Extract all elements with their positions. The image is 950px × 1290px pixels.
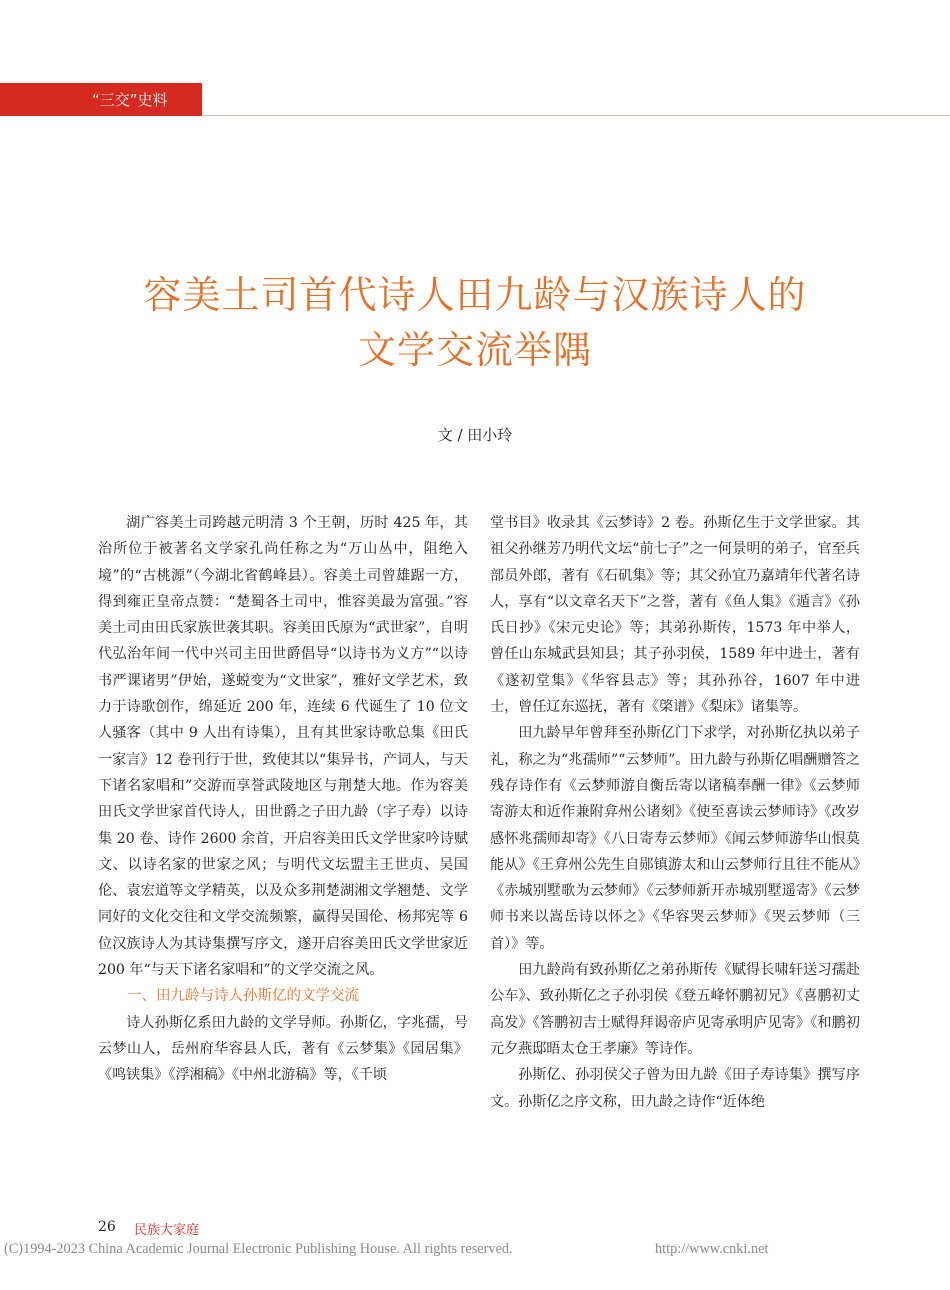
left-column <box>98 510 468 1089</box>
paragraph: 田九龄尚有致孙斯亿之弟孙斯传《赋得长啸轩送习孺赴公车》、致孙斯亿之子孙羽侯《登五峰怀鹏初兄》《喜鹏初丈高发》《答鹏初吉士赋得拜谒帝庐见寄承明庐见寄》《和鹏初元夕燕邸晤太仓王孝廉》等诗作。 <box>490 962 860 1057</box>
article-title-line2: 文学交流举隅 <box>357 328 592 372</box>
section-heading: 一、田九龄与诗人孙斯亿的文学交流 <box>127 988 359 1005</box>
publisher-url[interactable]: http://www.cnki.net <box>655 1241 769 1257</box>
article-author: 文 / 田小玲 <box>437 426 513 444</box>
magazine-name: 民族大家庭 <box>134 1223 200 1238</box>
right-column <box>490 510 860 1115</box>
section-tag <box>0 83 202 116</box>
paragraph-continued: 堂书目》收录其《云梦诗》2 卷。孙斯亿生于文学世家。其祖父孙继芳乃明代文坛“前七子”之一何景明的弟子，官至兵部员外郎，著有《石矶集》等；其父孙宜乃嘉靖年代著名诗人，享有“以文章名天下”之誉，著有《鱼人集》《遁言》《孙氏日抄》《宋元史论》等；其弟孙斯传，1573 年中举人，曾任山东城武县知县；其子孙羽侯，1589 年中进士，著有《遂初堂集》《华容县志》等；其孙孙谷，1607 年中进士，曾任辽东巡抚，著有《棨谱》《梨床》诸集等。 <box>490 515 860 716</box>
copyright-notice: (C)1994-2023 China Academic Journal Electronic Publishing House. All rights reserved. <box>4 1241 513 1257</box>
paragraph: 湖广容美土司跨越元明清 3 个王朝，历时 425 年，其治所位于被著名文学家孔尚任称之为“万山丛中，阻绝入境”的“古桃源”（今湖北省鹤峰县）。容美土司曾雄踞一方，得到雍正皇帝点赞：“楚蜀各土司中，惟容美最为富强。”容美土司由田氏家族世袭其职。容美田氏原为“武世家”，自明代弘治年间一代中兴司主田世爵倡导“以诗书为义方”“以诗书严课诸男”伊始，遂蜕变为“文世家”，雅好文学艺术，致力于诗歌创作，绵延近 200 年，连续 6 代诞生了 10 位文人骚客（其中 9 人出有诗集），且有其世家诗歌总集《田氏一家言》12 卷刊行于世，致使其以“集异书，产词人，与天下诸名家唱和”交游而享誉武陵地区与荆楚大地。作为容美田氏文学世家首代诗人，田世爵之子田九龄（字子寿）以诗集 20 卷、诗作 2600 余首，开启容美田氏文学世家吟诗赋文、以诗名家的世家之风；与明代文坛盟主王世贞、吴国伦、袁宏道等文学精英，以及众多荆楚湖湘文学翘楚、文学同好的文化交往和文学交流频繁，赢得吴国伦、杨邦宪等 6 位汉族诗人为其诗集撰写序文，遂开启容美田氏文学世家近 200 年“与天下诸名家唱和”的文学交流之风。 <box>98 515 468 979</box>
section-tag-label: “三交”史料 <box>92 91 168 109</box>
paragraph: 诗人孙斯亿系田九龄的文学导师。孙斯亿，字兆孺，号云梦山人，岳州府华容县人氏，著有《云梦集》《园居集》《鸣铗集》《浮湘稿》《中州北游稿》等，《千顷 <box>98 1014 468 1084</box>
header-rule <box>202 115 950 116</box>
paragraph: 田九龄早年曾拜至孙斯亿门下求学，对孙斯亿执以弟子礼，称之为“兆孺师”“云梦师”。田九龄与孙斯亿唱酬赠答之残存诗作有《云梦师游自衡岳寄以诸稿奉酬一律》《云梦师寄游太和近作兼附弇州公诸刻》《使至喜读云梦师诗》《改岁感怀兆孺师却寄》《八日寄寿云梦师》《闻云梦师游华山恨莫能从》《王弇州公先生自郧镇游太和山云梦师行且往不能从》《赤城别墅歌为云梦师》《云梦师新开赤城别墅遥寄》《云梦师书来以嵩岳诗以怀之》《华容哭云梦师》《哭云梦师（三首）》等。 <box>490 725 860 952</box>
page-number: 26 <box>98 1219 116 1235</box>
paragraph: 孙斯亿、孙羽侯父子曾为田九龄《田子寿诗集》撰写序文。孙斯亿之序文称，田九龄之诗作“近体绝 <box>490 1067 860 1110</box>
article-title-line1: 容美土司首代诗人田九龄与汉族诗人的 <box>143 273 807 317</box>
